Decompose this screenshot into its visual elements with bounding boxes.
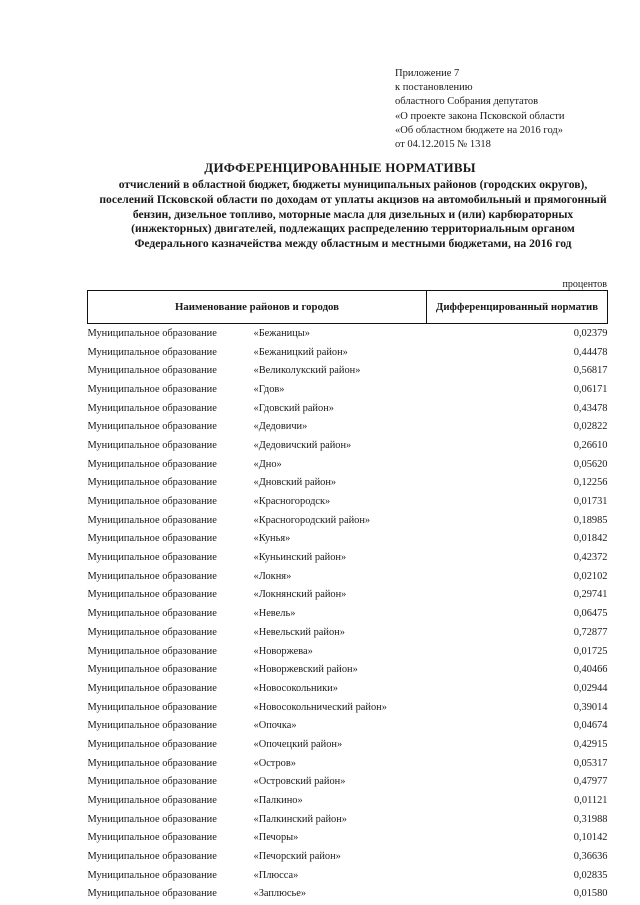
- municipality-cell: [88, 623, 427, 642]
- municipality-cell: [88, 847, 427, 866]
- municipality-prefix: Муниципальное образование: [87, 888, 217, 900]
- municipality-name: «Дновский район»: [253, 477, 337, 489]
- appendix-line: «Об областном бюджете на 2016 год»: [395, 124, 563, 136]
- table-row: [88, 361, 608, 380]
- table-row: [88, 847, 608, 866]
- norm-value: 0,44478: [573, 346, 608, 358]
- municipality-cell: [88, 530, 427, 549]
- municipality-cell: [88, 604, 427, 623]
- table-row: [88, 623, 608, 642]
- municipality-prefix: Муниципальное образование: [87, 682, 217, 694]
- table-row: [88, 492, 608, 511]
- table-row: [88, 436, 608, 455]
- norm-value: 0,42915: [573, 738, 608, 750]
- table-row: [88, 417, 608, 436]
- table-row: [88, 399, 608, 418]
- norm-value: 0,47977: [573, 776, 608, 788]
- municipality-prefix: Муниципальное образование: [87, 458, 217, 470]
- municipality-cell: [88, 754, 427, 773]
- municipality-cell: [88, 361, 427, 380]
- municipality-name: «Палкино»: [253, 795, 303, 807]
- municipality-cell: [88, 455, 427, 474]
- table-row: [88, 698, 608, 717]
- appendix-line: «О проекте закона Псковской области: [395, 110, 565, 122]
- norm-value: 0,06171: [573, 383, 608, 395]
- norm-value: 0,02379: [573, 327, 608, 339]
- table-row: [88, 791, 608, 810]
- municipality-name: «Красногородский район»: [253, 514, 371, 526]
- table-row: [88, 754, 608, 773]
- table-row: [88, 455, 608, 474]
- norm-value: 0,18985: [573, 514, 608, 526]
- norm-value: 0,01121: [574, 795, 608, 807]
- table-row: [88, 773, 608, 792]
- municipality-prefix: Муниципальное образование: [87, 869, 217, 881]
- norm-value: 0,12256: [573, 477, 608, 489]
- norm-value: 0,56817: [573, 365, 608, 377]
- table-row: [88, 829, 608, 848]
- table-body: [88, 324, 608, 904]
- municipality-prefix: Муниципальное образование: [87, 757, 217, 769]
- municipality-prefix: Муниципальное образование: [87, 795, 217, 807]
- appendix-line: Приложение 7: [395, 68, 460, 79]
- norm-value: 0,04674: [573, 720, 608, 732]
- municipality-prefix: Муниципальное образование: [87, 496, 217, 508]
- municipality-prefix: Муниципальное образование: [87, 533, 217, 545]
- table-row: [88, 810, 608, 829]
- norms-table: [87, 290, 608, 903]
- municipality-cell: [88, 866, 427, 885]
- municipality-name: «Дедовичский район»: [253, 439, 352, 451]
- municipality-prefix: Муниципальное образование: [87, 664, 217, 676]
- municipality-cell: [88, 810, 427, 829]
- header-name: Наименование районов и городов: [88, 291, 427, 324]
- norm-value: 0,02944: [573, 682, 608, 694]
- municipality-name: «Новосокольники»: [253, 682, 338, 694]
- table-row: [88, 716, 608, 735]
- table-row: [88, 586, 608, 605]
- norm-value: 0,02102: [573, 570, 608, 582]
- appendix-line: областного Собрания депутатов: [395, 96, 539, 108]
- norm-value: 0,36636: [573, 851, 608, 863]
- municipality-prefix: Муниципальное образование: [87, 570, 217, 582]
- municipality-name: «Бежаницкий район»: [253, 346, 348, 358]
- municipality-name: «Новосокольнический район»: [253, 701, 387, 713]
- municipality-cell: [88, 829, 427, 848]
- municipality-cell: [88, 735, 427, 754]
- municipality-prefix: Муниципальное образование: [87, 832, 217, 844]
- norm-value: 0,02822: [573, 421, 608, 433]
- norm-value: 0,31988: [573, 813, 608, 825]
- municipality-name: «Невель»: [253, 608, 296, 620]
- municipality-prefix: Муниципальное образование: [87, 346, 217, 358]
- appendix-line: к постановлению: [395, 82, 473, 94]
- table-row: [88, 866, 608, 885]
- table-row: [88, 885, 608, 904]
- municipality-name: «Кунья»: [253, 533, 291, 545]
- table-row: [88, 530, 608, 549]
- table-row: [88, 343, 608, 362]
- norm-value: 0,05317: [573, 757, 608, 769]
- table-row: [88, 380, 608, 399]
- municipality-name: «Гдов»: [253, 383, 285, 395]
- municipality-name: «Опочецкий район»: [253, 738, 343, 750]
- table-row: [88, 604, 608, 623]
- municipality-cell: [88, 380, 427, 399]
- municipality-prefix: Муниципальное образование: [87, 626, 217, 638]
- norm-value: 0,06475: [573, 608, 608, 620]
- municipality-prefix: Муниципальное образование: [87, 439, 217, 451]
- municipality-cell: [88, 642, 427, 661]
- municipality-prefix: Муниципальное образование: [87, 701, 217, 713]
- municipality-cell: [88, 417, 427, 436]
- municipality-name: «Печоры»: [253, 832, 299, 844]
- municipality-name: «Локнянский район»: [253, 589, 347, 601]
- municipality-cell: [88, 586, 427, 605]
- table-row: [88, 511, 608, 530]
- municipality-name: «Куньинский район»: [253, 552, 347, 564]
- municipality-cell: [88, 474, 427, 493]
- norm-value: 0,02835: [573, 869, 608, 881]
- municipality-prefix: Муниципальное образование: [87, 645, 217, 657]
- municipality-cell: [88, 679, 427, 698]
- municipality-cell: [88, 343, 427, 362]
- municipality-prefix: Муниципальное образование: [87, 720, 217, 732]
- norm-value: 0,01731: [573, 496, 608, 508]
- municipality-cell: [88, 716, 427, 735]
- norm-value: 0,72877: [573, 626, 608, 638]
- norm-value: 0,29741: [573, 589, 608, 601]
- table-row: [88, 735, 608, 754]
- table-row: [88, 567, 608, 586]
- municipality-name: «Печорский район»: [253, 851, 341, 863]
- municipality-prefix: Муниципальное образование: [87, 514, 217, 526]
- norm-value: 0,01842: [573, 533, 608, 545]
- municipality-name: «Островский район»: [253, 776, 346, 788]
- municipality-prefix: Муниципальное образование: [87, 776, 217, 788]
- table-header-row: [88, 291, 608, 324]
- norm-value: 0,01725: [573, 645, 608, 657]
- municipality-prefix: Муниципальное образование: [87, 327, 217, 339]
- municipality-prefix: Муниципальное образование: [87, 402, 217, 414]
- municipality-prefix: Муниципальное образование: [87, 365, 217, 377]
- document-title: ДИФФЕРЕНЦИРОВАННЫЕ НОРМАТИВЫ: [204, 160, 476, 175]
- municipality-cell: [88, 511, 427, 530]
- norm-value: 0,42372: [573, 552, 608, 564]
- units-label: процентов: [562, 279, 607, 290]
- table-row: [88, 642, 608, 661]
- municipality-cell: [88, 492, 427, 511]
- municipality-cell: [88, 567, 427, 586]
- table-row: [88, 548, 608, 567]
- municipality-name: «Опочка»: [253, 720, 297, 732]
- norm-value: 0,39014: [573, 701, 608, 713]
- municipality-name: «Плюсса»: [253, 869, 299, 881]
- municipality-prefix: Муниципальное образование: [87, 608, 217, 620]
- table-row: [88, 660, 608, 679]
- municipality-name: «Дно»: [253, 458, 282, 470]
- municipality-prefix: Муниципальное образование: [87, 851, 217, 863]
- municipality-cell: [88, 399, 427, 418]
- document-subtitle: отчислений в областной бюджет, бюджеты муниципальных районов (городских округов), поселений Псковской области по доходам от уплаты акцизов на автомобильный и прямогонный бензин, дизельное топливо, моторные масла для дизельных и (или) карбюраторных (инжекторных) двигателей, подлежащих распределению территориальным органом Федерального казначейства между областным и местными бюджетами, на 2016 год: [99, 178, 607, 251]
- municipality-prefix: Муниципальное образование: [87, 552, 217, 564]
- municipality-cell: [88, 791, 427, 810]
- header-norm: Дифференцированный норматив: [427, 291, 608, 324]
- municipality-prefix: Муниципальное образование: [87, 589, 217, 601]
- appendix-line: от 04.12.2015 № 1318: [395, 139, 491, 151]
- municipality-prefix: Муниципальное образование: [87, 813, 217, 825]
- municipality-cell: [88, 660, 427, 679]
- municipality-name: «Великолукский район»: [253, 365, 361, 377]
- municipality-cell: [88, 548, 427, 567]
- municipality-name: «Новоржева»: [253, 645, 313, 657]
- municipality-cell: [88, 698, 427, 717]
- table-row: [88, 474, 608, 493]
- municipality-name: «Дедовичи»: [253, 421, 308, 433]
- norm-value: 0,10142: [573, 832, 608, 844]
- municipality-name: «Новоржевский район»: [253, 664, 358, 676]
- municipality-name: «Бежаницы»: [253, 327, 310, 339]
- municipality-name: «Красногородск»: [253, 496, 331, 508]
- municipality-name: «Остров»: [253, 757, 296, 769]
- municipality-name: «Заплюсье»: [253, 888, 307, 900]
- norm-value: 0,43478: [573, 402, 608, 414]
- norm-value: 0,40466: [573, 664, 608, 676]
- table-row: [88, 324, 608, 343]
- municipality-cell: [88, 773, 427, 792]
- municipality-name: «Палкинский район»: [253, 813, 347, 825]
- norm-value: 0,26610: [573, 439, 608, 451]
- municipality-name: «Невельский район»: [253, 626, 345, 638]
- municipality-prefix: Муниципальное образование: [87, 738, 217, 750]
- municipality-name: «Гдовский район»: [253, 402, 334, 414]
- municipality-cell: [88, 324, 427, 343]
- municipality-cell: [88, 885, 427, 904]
- table-row: [88, 679, 608, 698]
- norm-value: 0,05620: [573, 458, 608, 470]
- municipality-name: «Локня»: [253, 570, 292, 582]
- appendix-block: [395, 67, 565, 152]
- municipality-cell: [88, 436, 427, 455]
- municipality-prefix: Муниципальное образование: [87, 421, 217, 433]
- municipality-prefix: Муниципальное образование: [87, 383, 217, 395]
- municipality-prefix: Муниципальное образование: [87, 477, 217, 489]
- norm-value: 0,01580: [573, 888, 608, 900]
